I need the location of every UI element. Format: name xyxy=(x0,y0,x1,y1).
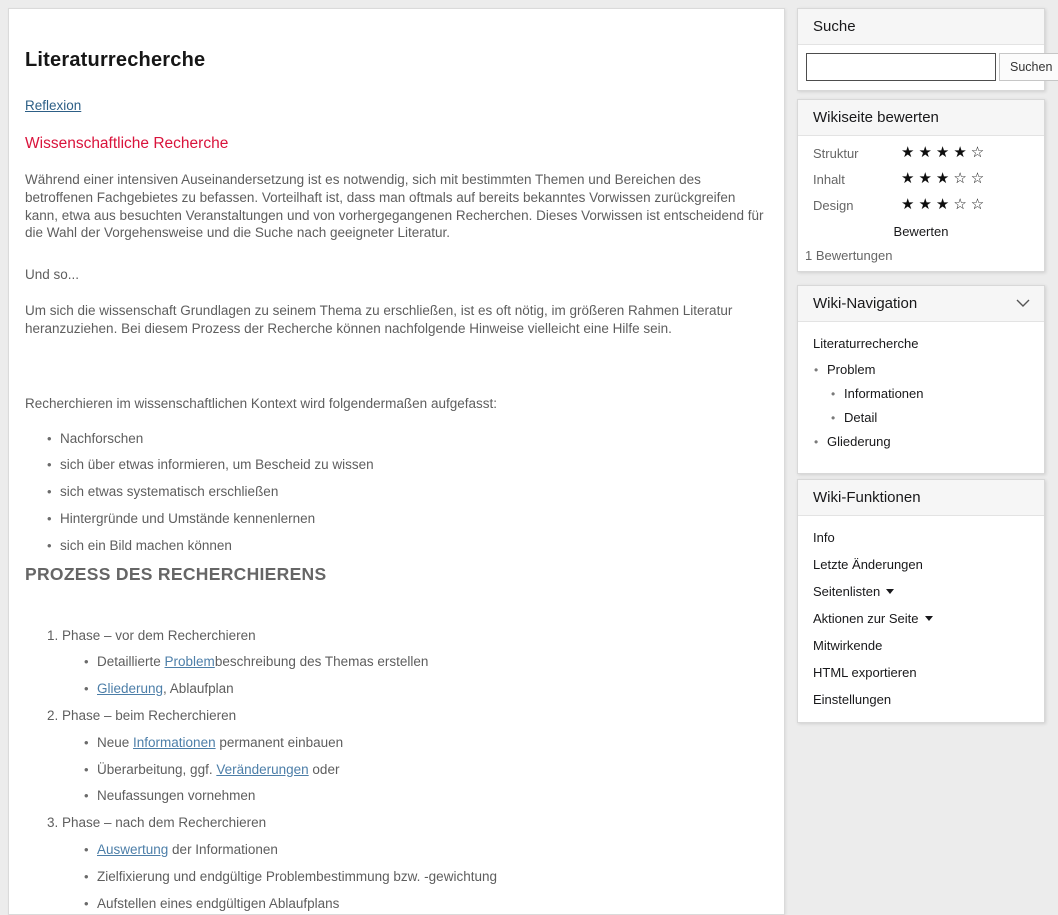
list-item: • Hintergründe und Umstände kennenlernen xyxy=(60,510,768,528)
wiki-functions-title: Wiki-Funktionen xyxy=(813,489,921,506)
rating-widget-header xyxy=(798,100,1044,136)
phase-title: Phase – vor dem Recherchieren xyxy=(62,627,256,643)
nav-item-problem[interactable]: Problem xyxy=(827,362,876,377)
nav-tree-node xyxy=(844,411,1029,425)
nav-tree-node xyxy=(827,435,1029,449)
wiki-navigation-header xyxy=(798,286,1044,322)
star-rating-design[interactable]: ★★★☆☆ xyxy=(901,196,989,213)
rating-row-inhalt xyxy=(813,171,1029,187)
process-step: • Überarbeitung, ggf. Veränderungen oder xyxy=(97,761,768,779)
gliederung-link[interactable]: Gliederung xyxy=(97,681,164,697)
process-step: • Zielfixierung und endgültige Problembestimmung bzw. -gewichtung xyxy=(97,868,768,886)
search-row xyxy=(798,45,1053,90)
rating-row-design xyxy=(813,197,1029,213)
search-widget-title: Suche xyxy=(813,18,856,35)
search-input[interactable] xyxy=(806,53,996,81)
func-item-aktionen-zur-seite[interactable]: Aktionen zur Seite xyxy=(813,611,933,626)
reflexion-link[interactable]: Reflexion xyxy=(25,98,82,113)
wiki-navigation-widget xyxy=(797,285,1045,474)
process-step: • Auswertung der Informationen xyxy=(97,841,768,859)
func-item-mitwirkende[interactable]: Mitwirkende xyxy=(813,637,883,653)
list-item: • sich ein Bild machen können xyxy=(60,537,768,555)
wiki-navigation-body xyxy=(798,322,1044,473)
nav-item-detail[interactable]: Detail xyxy=(844,410,878,425)
rating-label: Struktur xyxy=(813,145,859,161)
nav-item-informationen[interactable]: Informationen xyxy=(844,386,924,401)
rate-submit-button[interactable]: Bewerten xyxy=(893,224,949,239)
list-intro: Recherchieren im wissenschaftlichen Kontext wird folgendermaßen aufgefasst: xyxy=(25,395,497,411)
func-item-html-exportieren[interactable]: HTML exportieren xyxy=(813,664,917,680)
rating-widget-title: Wikiseite bewerten xyxy=(813,109,939,126)
nav-tree-node xyxy=(827,363,1029,425)
wiki-functions-header xyxy=(798,480,1044,516)
process-section-heading: PROZESS DES RECHERCHIERENS xyxy=(25,563,327,584)
caret-down-icon xyxy=(886,589,894,594)
search-button[interactable]: Suchen xyxy=(999,53,1058,81)
star-rating-struktur[interactable]: ★★★★☆ xyxy=(901,144,989,161)
wiki-functions-widget xyxy=(797,479,1045,723)
rating-label: Design xyxy=(813,197,854,213)
star-rating-inhalt[interactable]: ★★★☆☆ xyxy=(901,170,989,187)
subheading: Wissenschaftliche Recherche xyxy=(25,135,229,152)
process-step: • Neue Informationen permanent einbauen xyxy=(97,734,768,752)
rating-count: 1 Bewertungen xyxy=(805,248,893,263)
problem-link[interactable]: Problem xyxy=(164,654,215,670)
rating-body xyxy=(798,136,1044,271)
context-bullet-list xyxy=(25,430,768,555)
rating-widget xyxy=(797,99,1045,272)
rating-row-struktur xyxy=(813,145,1029,161)
process-phase-3 xyxy=(62,814,768,912)
process-step: • Aufstellen eines endgültigen Ablaufplans xyxy=(97,895,768,913)
list-item: • sich über etwas informieren, um Bescheid zu wissen xyxy=(60,456,768,474)
process-step: • Detaillierte Problembeschreibung des Themas erstellen xyxy=(97,653,768,671)
process-step: • Gliederung, Ablaufplan xyxy=(97,680,768,698)
nav-tree-node xyxy=(844,387,1029,401)
paragraph-3: Um sich die wissenschaft Grundlagen zu seinem Thema zu erschließen, ist es oft nötig, im größeren Rahmen Literatur heranzuziehen. Bei diesem Prozess der Recherche können nachfolgende Hinweise vielleicht eine Hilfe sein. xyxy=(25,303,733,336)
paragraph-2: Und so... xyxy=(25,267,80,283)
wiki-functions-list xyxy=(798,516,1044,722)
auswertung-link[interactable]: Auswertung xyxy=(97,842,169,858)
main-content-panel xyxy=(8,8,785,915)
page-title: Literaturrecherche xyxy=(25,49,206,71)
wiki-navigation-title: Wiki-Navigation xyxy=(813,295,918,312)
search-widget-header xyxy=(798,9,1044,45)
caret-down-icon xyxy=(925,616,933,621)
phase-title: Phase – nach dem Recherchieren xyxy=(62,815,267,831)
informationen-link[interactable]: Informationen xyxy=(133,734,216,750)
list-item: • Nachforschen xyxy=(60,430,768,448)
list-item: • sich etwas systematisch erschließen xyxy=(60,483,768,501)
func-item-seitenlisten[interactable]: Seitenlisten xyxy=(813,584,894,599)
veraenderungen-link[interactable]: Veränderungen xyxy=(216,761,309,777)
func-item-letzte-aenderungen[interactable]: Letzte Änderungen xyxy=(813,556,923,572)
func-item-info[interactable]: Info xyxy=(813,529,835,545)
nav-item-gliederung[interactable]: Gliederung xyxy=(827,434,891,449)
chevron-down-icon[interactable] xyxy=(1016,299,1030,308)
nav-tree xyxy=(813,363,1029,449)
phase-title: Phase – beim Recherchieren xyxy=(62,708,237,723)
process-step: • Neufassungen vornehmen xyxy=(97,787,768,805)
process-phase-1 xyxy=(62,627,768,698)
rating-label: Inhalt xyxy=(813,171,845,187)
nav-item-literaturrecherche[interactable]: Literaturrecherche xyxy=(813,336,919,351)
paragraph-1: Während einer intensiven Auseinandersetzung ist es notwendig, sich mit bestimmten Themen und Bereichen des betroffenen Fachgebietes zu befassen. Vorteilhaft ist, dass man oftmals auf bereits bekanntes Vorwissen zurückgreifen kann, etwa aus besuchten Veranstaltungen und von vorhergegangenen Recherchen. Dieses Vorwissen ist entscheidend für die Wahl der Vorgehensweise und die Suche nach geeigneter Literatur. xyxy=(25,172,764,241)
func-item-einstellungen[interactable]: Einstellungen xyxy=(813,691,892,707)
search-widget xyxy=(797,8,1053,91)
process-phase-2 xyxy=(62,707,768,805)
process-list xyxy=(25,627,768,913)
